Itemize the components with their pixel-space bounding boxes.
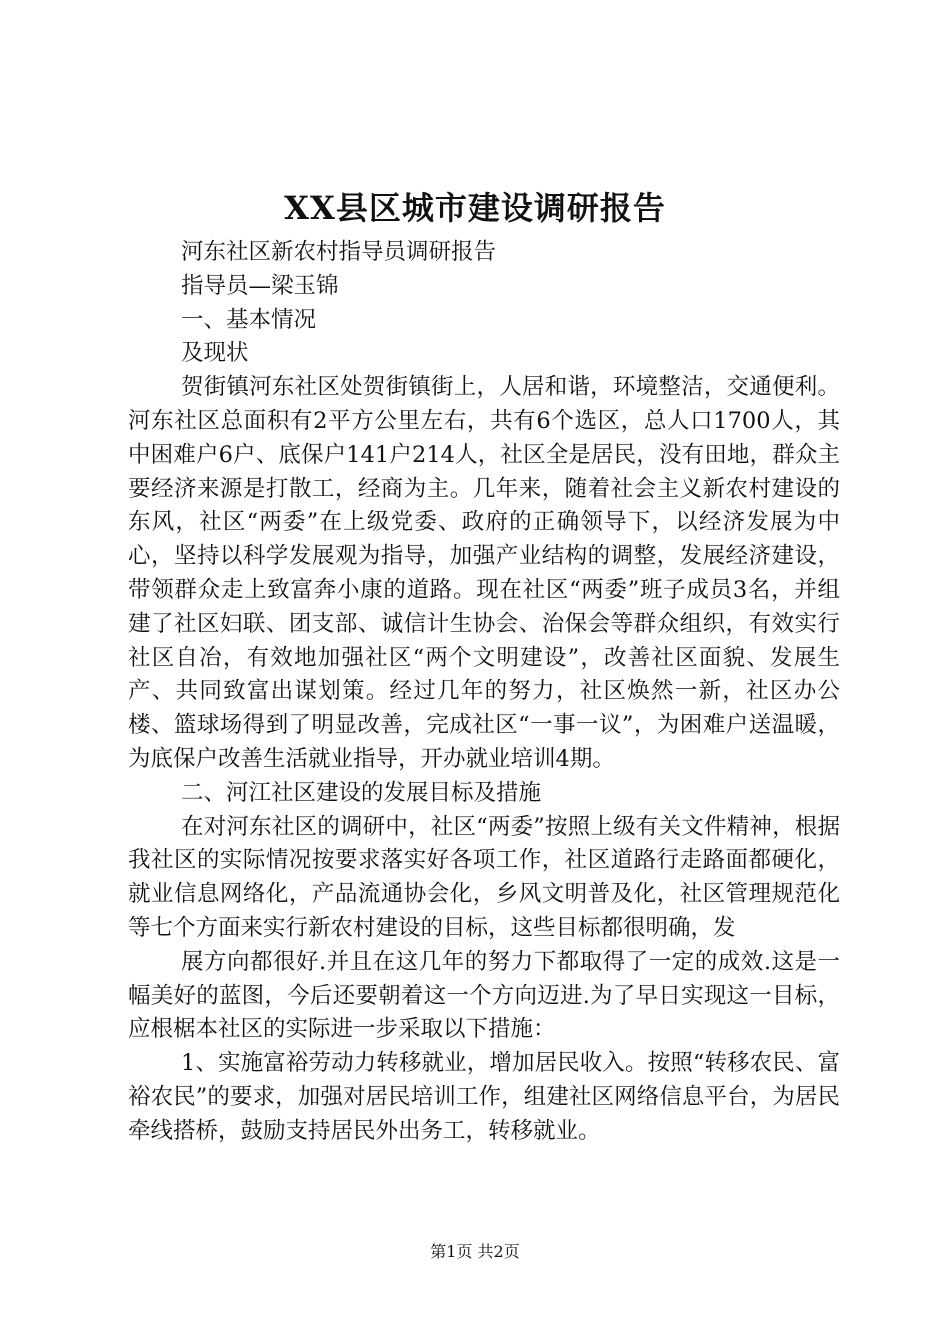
document-body [128, 236, 840, 1149]
section-heading-basic-situation: 一、基本情况 [181, 306, 317, 333]
paragraph-author: 指导员—梁玉锦 [181, 272, 339, 299]
section-heading-continuation: 及现状 [181, 340, 249, 367]
paragraph-subtitle: 河东社区新农村指导员调研报告 [181, 239, 497, 265]
document-title: XX县区城市建设调研报告 [284, 189, 666, 227]
page-number-footer: 第1页 共2页 [430, 1242, 520, 1261]
paragraph-development-direction: 展方向都很好.并且在这几年的努力下都取得了一定的成效.这是一幅美好的蓝图，今后还要朝着这一个方向迈进.为了早日实现这一目标，应根椐本社区的实际进一步采取以下措施： [128, 948, 840, 1043]
paragraph-measure-1: 1、实施富裕劳动力转移就业，增加居民收入。按照“转移农民、富裕农民”的要求，加强对居民培训工作，组建社区网络信息平台，为居民牵线搭桥，鼓励支持居民外出务工，转移就业。 [128, 1050, 840, 1144]
paragraph-basic-situation: 贺街镇河东社区处贺街镇街上，人居和谐，环境整洁，交通便利。河东社区总面积有2平方公里左右，共有6个选区，总人口1700人，其中困难户6户、底保户141户214人，社区全是居民，没有田地，群众主要经济来源是打散工，经商为主。几年来，随着社会主义新农村建设的东风，社区“两委”在上级党委、政府的正确领导下，以经济发展为中心，坚持以科学发展观为指导，加强产业结构的调整，发展经济建设，带领群众走上致富奔小康的道路。现在社区“两委”班子成员3名，并组建了社区妇联、团支部、诚信计生协会、治保会等群众组织，有效实行社区自冶，有效地加强社区“两个文明建设”，改善社区面貌、发展生产、共同致富出谋划策。经过几年的努力，社区焕然一新，社区办公楼、篮球场得到了明显改善，完成社区“一事一议”，为困难户送温暖，为底保户改善生活就业指导，开办就业培训4期。 [128, 374, 840, 772]
section-heading-goals-measures: 二、河江社区建设的发展目标及措施 [181, 779, 542, 806]
paragraph-research-goals: 在对河东社区的调研中，社区“两委”按照上级有关文件精神，根据我社区的实际情况按要求落实好各项工作，社区道路行走路面都硬化，就业信息网络化，产品流通协会化，乡风文明普及化，社区管理规范化等七个方面来实行新农村建设的目标，这些目标都很明确，发 [128, 813, 840, 941]
